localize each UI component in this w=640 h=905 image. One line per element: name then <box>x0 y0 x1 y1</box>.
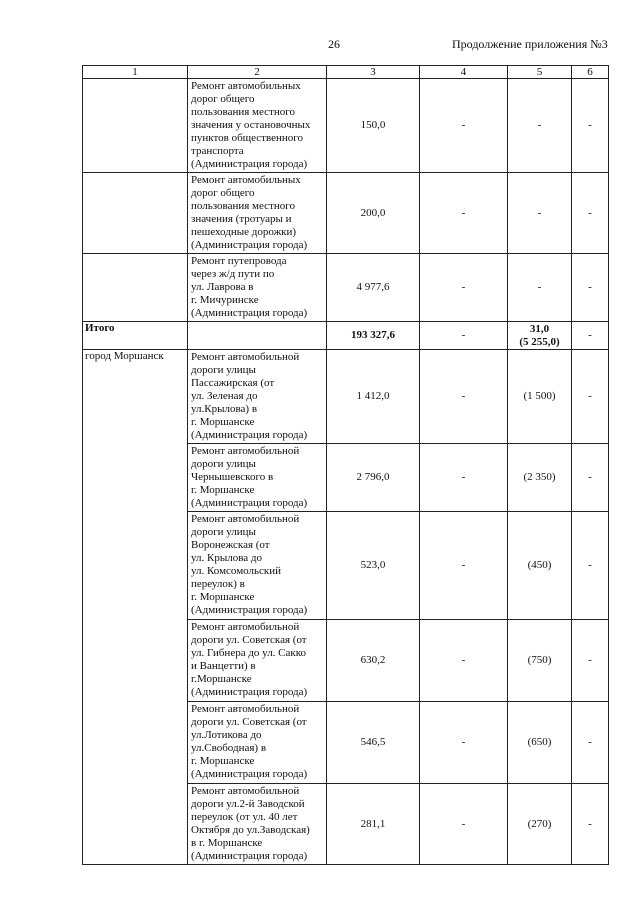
total-col6: - <box>572 322 609 350</box>
amount-cell: 4 977,6 <box>327 254 420 322</box>
work-description: Ремонт автомобильной дороги ул.2-й Заводской переулок (от ул. 40 лет Октября до ул.Заводская) в г. Моршанске (Администрация города) <box>188 784 327 865</box>
work-description: Ремонт автомобильной дороги ул. Советская (от ул.Лотикова до ул.Свободная) в г. Моршанске (Администрация города) <box>188 702 327 784</box>
col6-cell: - <box>572 79 609 173</box>
col4-cell: - <box>420 512 508 620</box>
territory-morshansk: город Моршанск <box>83 350 188 865</box>
work-description: Ремонт автомобильной дороги улицы Чернышевского в г. Моршанске (Администрация города) <box>188 444 327 512</box>
amount-cell: 150,0 <box>327 79 420 173</box>
col6-cell: - <box>572 784 609 865</box>
total-label: Итого <box>83 322 188 350</box>
column-number: 6 <box>572 66 609 79</box>
continuation-label: Продолжение приложения №3 <box>452 37 608 51</box>
amount-cell: 281,1 <box>327 784 420 865</box>
col5-cell: - <box>508 79 572 173</box>
amount-cell: 523,0 <box>327 512 420 620</box>
amount-cell: 200,0 <box>327 173 420 254</box>
col4-cell: - <box>420 784 508 865</box>
col6-cell: - <box>572 254 609 322</box>
total-col4: - <box>420 322 508 350</box>
col4-cell: - <box>420 173 508 254</box>
col5-cell: (1 500) <box>508 350 572 444</box>
col6-cell: - <box>572 350 609 444</box>
amount-cell: 546,5 <box>327 702 420 784</box>
col5-cell: - <box>508 254 572 322</box>
col6-cell: - <box>572 620 609 702</box>
column-number: 3 <box>327 66 420 79</box>
col5-cell: (270) <box>508 784 572 865</box>
col5-cell: - <box>508 173 572 254</box>
work-description: Ремонт путепровода через ж/д пути по ул. Лаврова в г. Мичуринске (Администрация города) <box>188 254 327 322</box>
total-amount: 193 327,6 <box>327 322 420 350</box>
col4-cell: - <box>420 444 508 512</box>
col6-cell: - <box>572 512 609 620</box>
col6-cell: - <box>572 702 609 784</box>
amount-cell: 1 412,0 <box>327 350 420 444</box>
col4-cell: - <box>420 254 508 322</box>
work-description: Ремонт автомобильной дороги ул. Советская (от ул. Гибнера до ул. Сакко и Ванцетти) в г.Моршанске (Администрация города) <box>188 620 327 702</box>
col6-cell: - <box>572 173 609 254</box>
territory-cell <box>83 173 188 254</box>
col6-cell: - <box>572 444 609 512</box>
col5-cell: (2 350) <box>508 444 572 512</box>
total-description <box>188 322 327 350</box>
col5-cell: (450) <box>508 512 572 620</box>
col5-cell: (750) <box>508 620 572 702</box>
work-description: Ремонт автомобильных дорог общего пользования местного значения у остановочных пунктов общественного транспорта (Администрация города) <box>188 79 327 173</box>
work-description: Ремонт автомобильной дороги улицы Пассажирская (от ул. Зеленая до ул.Крылова) в г. Моршанске (Администрация города) <box>188 350 327 444</box>
column-number: 4 <box>420 66 508 79</box>
work-description: Ремонт автомобильной дороги улицы Воронежская (от ул. Крылова до ул. Комсомольский переулок) в г. Моршанске (Администрация города) <box>188 512 327 620</box>
table-row <box>83 254 609 322</box>
col4-cell: - <box>420 702 508 784</box>
amount-cell: 2 796,0 <box>327 444 420 512</box>
total-row <box>83 322 609 350</box>
territory-cell <box>83 254 188 322</box>
col5-cell: (650) <box>508 702 572 784</box>
column-number: 5 <box>508 66 572 79</box>
appendix-table <box>82 65 609 865</box>
table-row <box>83 350 609 444</box>
column-number: 2 <box>188 66 327 79</box>
col4-cell: - <box>420 350 508 444</box>
amount-cell: 630,2 <box>327 620 420 702</box>
table-row <box>83 79 609 173</box>
column-number: 1 <box>83 66 188 79</box>
territory-cell <box>83 79 188 173</box>
table-row <box>83 173 609 254</box>
col4-cell: - <box>420 79 508 173</box>
column-number-row <box>83 66 609 79</box>
col4-cell: - <box>420 620 508 702</box>
page-number: 26 <box>328 37 340 51</box>
total-col5: 31,0 (5 255,0) <box>508 322 572 350</box>
work-description: Ремонт автомобильных дорог общего пользования местного значения (тротуары и пешеходные дорожки) (Администрация города) <box>188 173 327 254</box>
